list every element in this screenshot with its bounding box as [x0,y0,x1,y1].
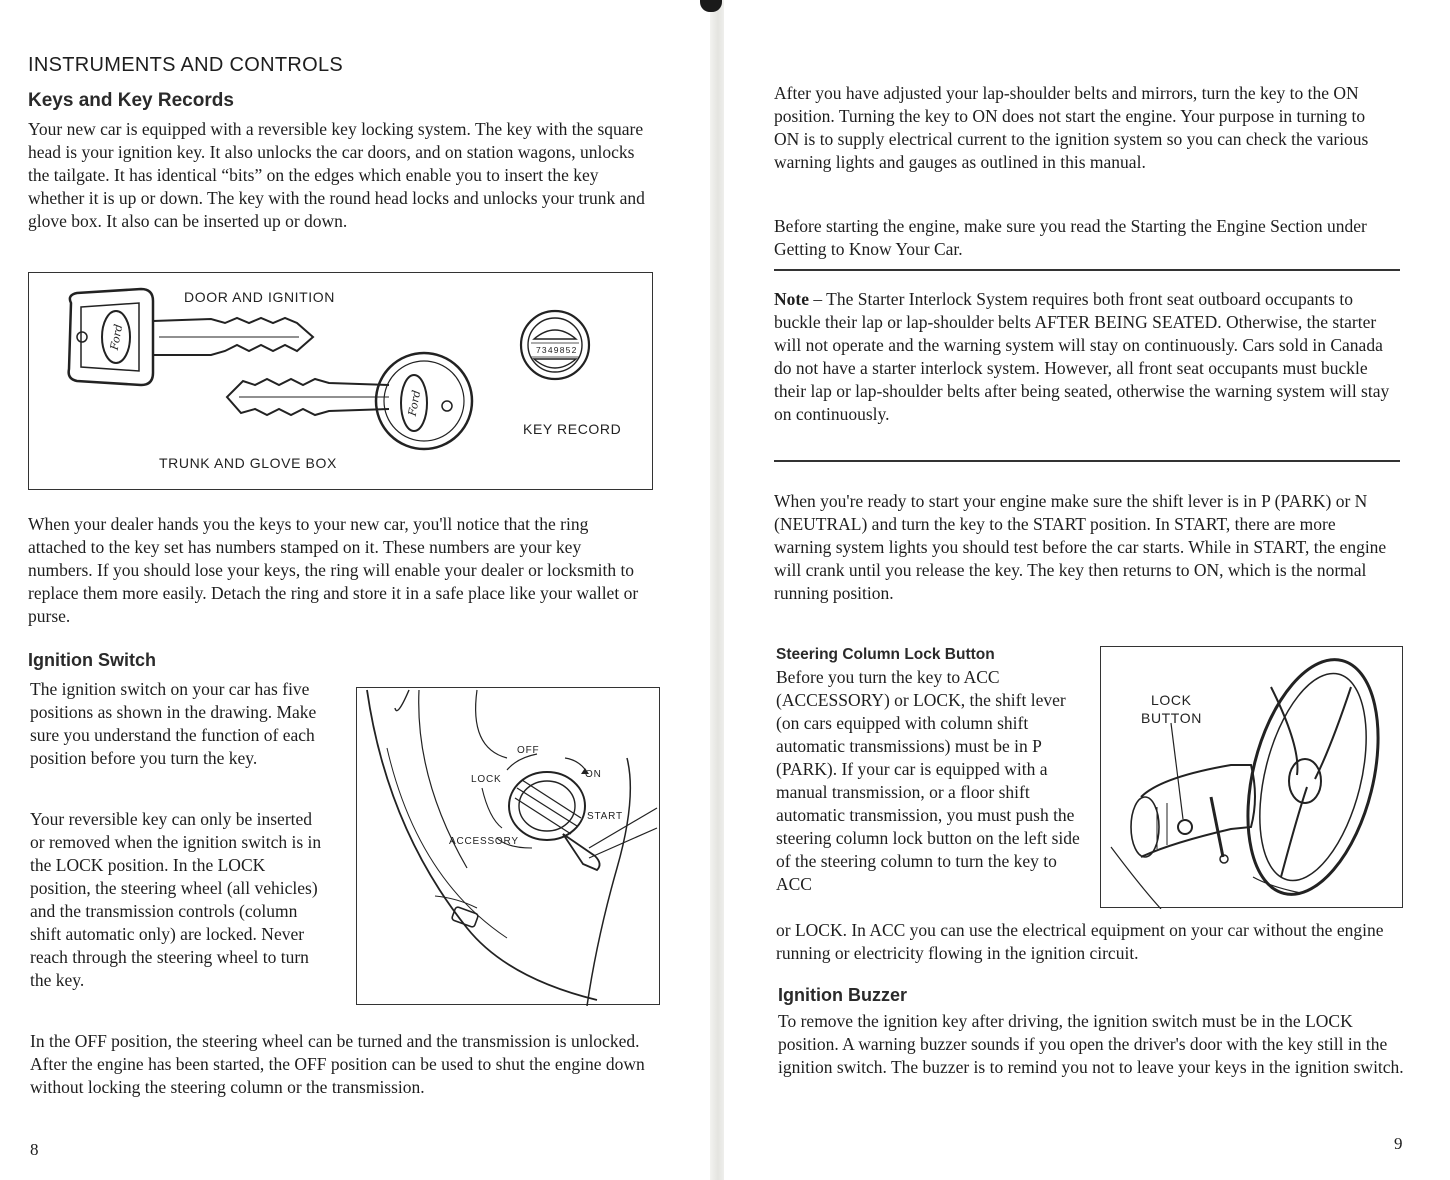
keys-paragraph: Your new car is equipped with a reversible key locking system. The key with the square head is your ignition key. It also unlocks the car doors, and on station wagons, unlocks the tailgate. It has identical “bits” on the edges which enable you to insert the key whether it is up or down. The key with the round head locks and unlocks your trunk and glove box. It also can be inserted up or down. [28,119,645,231]
ford-logo-trunk: Ford [405,389,424,417]
lock-label: LOCK [471,774,502,785]
ignition-heading: Ignition Switch [28,650,156,670]
steering-illustration [1101,647,1404,909]
lock-button-label-1: LOCK [1151,692,1192,708]
right-page [724,0,1450,1180]
lock-button-label-2: BUTTON [1141,710,1202,726]
off-paragraph: In the OFF position, the steering wheel can be turned and the transmission is unlocked. After the engine has been started, the OFF position can be used to shut the engine down without locking the steering column or the transmission. [30,1031,645,1097]
ford-logo-ignition: Ford [107,323,126,351]
section-title: INSTRUMENTS AND CONTROLS [28,54,344,76]
on-label: ON [585,769,602,780]
note-rule-top [774,269,1400,271]
note-rule-bottom [774,460,1400,462]
start-label: START [587,811,623,822]
page-number-right: 9 [1394,1134,1403,1153]
ignition-figure [356,687,660,1005]
adjust-paragraph: After you have adjusted your lap-shoulder belts and mirrors, turn the key to the ON position. Turning the key to ON does not start the engine. Your purpose in turning to ON is to supply electrical current to the ignition system so you can check the various warning lights and gauges as outlined in this manual. [774,83,1369,172]
key-numbers-paragraph: When your dealer hands you the keys to your new car, you'll notice that the ring attached to the key set has numbers stamped on it. These numbers are your key numbers. If you should lose your keys, the ring will enable your dealer or locksmith to replace them more easily. Detach the ring and store it in a safe place like your wallet or purse. [28,514,639,626]
trunk-glove-label: TRUNK AND GLOVE BOX [159,455,337,471]
left-page [0,0,712,1180]
accessory-label: ACCESSORY [449,836,519,847]
ready-paragraph: When you're ready to start your engine make sure the shift lever is in P (PARK) or N (NEUTRAL) and turn the key to the START position. In START, there are more warning system lights you should test before the car starts. While in START, the engine will crank until you release the key. The key then returns to ON, which is the normal running position. [774,491,1387,603]
before-start-paragraph: Before starting the engine, make sure you read the Starting the Engine Section under Getting to Know Your Car. [774,216,1367,259]
off-label: OFF [517,745,540,756]
key-record-label: KEY RECORD [523,421,622,437]
keys-heading: Keys and Key Records [28,90,234,111]
steering-paragraph-narrow: Before you turn the key to ACC (ACCESSORY) or LOCK, the shift lever (on cars equipped with column shift automatic transmissions) must be in P (PARK). If your car is equipped with a manual transmission, or a floor shift automatic transmission, you must push the steering column lock button on the left side of the steering column to turn the key to ACC [776,667,1080,894]
ignition-illustration [357,688,661,1006]
note-paragraph [774,288,1399,426]
note-text: – The Starter Interlock System requires both front seat outboard occupants to buckle their lap or lap-shoulder belts AFTER BEING SEATED. Otherwise, the starter will not operate and the warning system will stay on continuously. Cars sold in Canada do not have a starter interlock system. However, all front seat occupants must buckle their lap or lap-shoulder belts after being seated, otherwise the warning system will stay on continuously. [774,289,1390,424]
ignition-paragraph-2: Your reversible key can only be inserted or removed when the ignition switch is in the LOCK position. In the LOCK position, the steering wheel (all vehicles) and the transmission controls (column shift automatic only) are locked. Never reach through the steering wheel to turn the key. [30,809,322,990]
page-number-left: 8 [30,1140,39,1159]
key-illustration [29,273,654,491]
buzzer-paragraph: To remove the ignition key after driving, the ignition switch must be in the LOCK position. A warning buzzer sounds if you open the driver's door with the key still in the ignition switch. The buzzer is to remind you not to leave your keys in the ignition switch. [778,1011,1404,1077]
steering-paragraph-wide: or LOCK. In ACC you can use the electrical equipment on your car without the engine running or electricity flowing in the ignition circuit. [776,920,1384,963]
door-ignition-label: DOOR AND IGNITION [184,289,335,305]
note-label: Note [774,289,809,309]
key-record-number: 7349852 [536,345,578,355]
buzzer-heading: Ignition Buzzer [778,985,907,1005]
steering-figure [1100,646,1403,908]
steering-heading: Steering Column Lock Button [776,646,995,663]
key-figure [28,272,653,490]
ignition-paragraph-1: The ignition switch on your car has five positions as shown in the drawing. Make sure you understand the function of each position before you turn the key. [30,679,317,768]
